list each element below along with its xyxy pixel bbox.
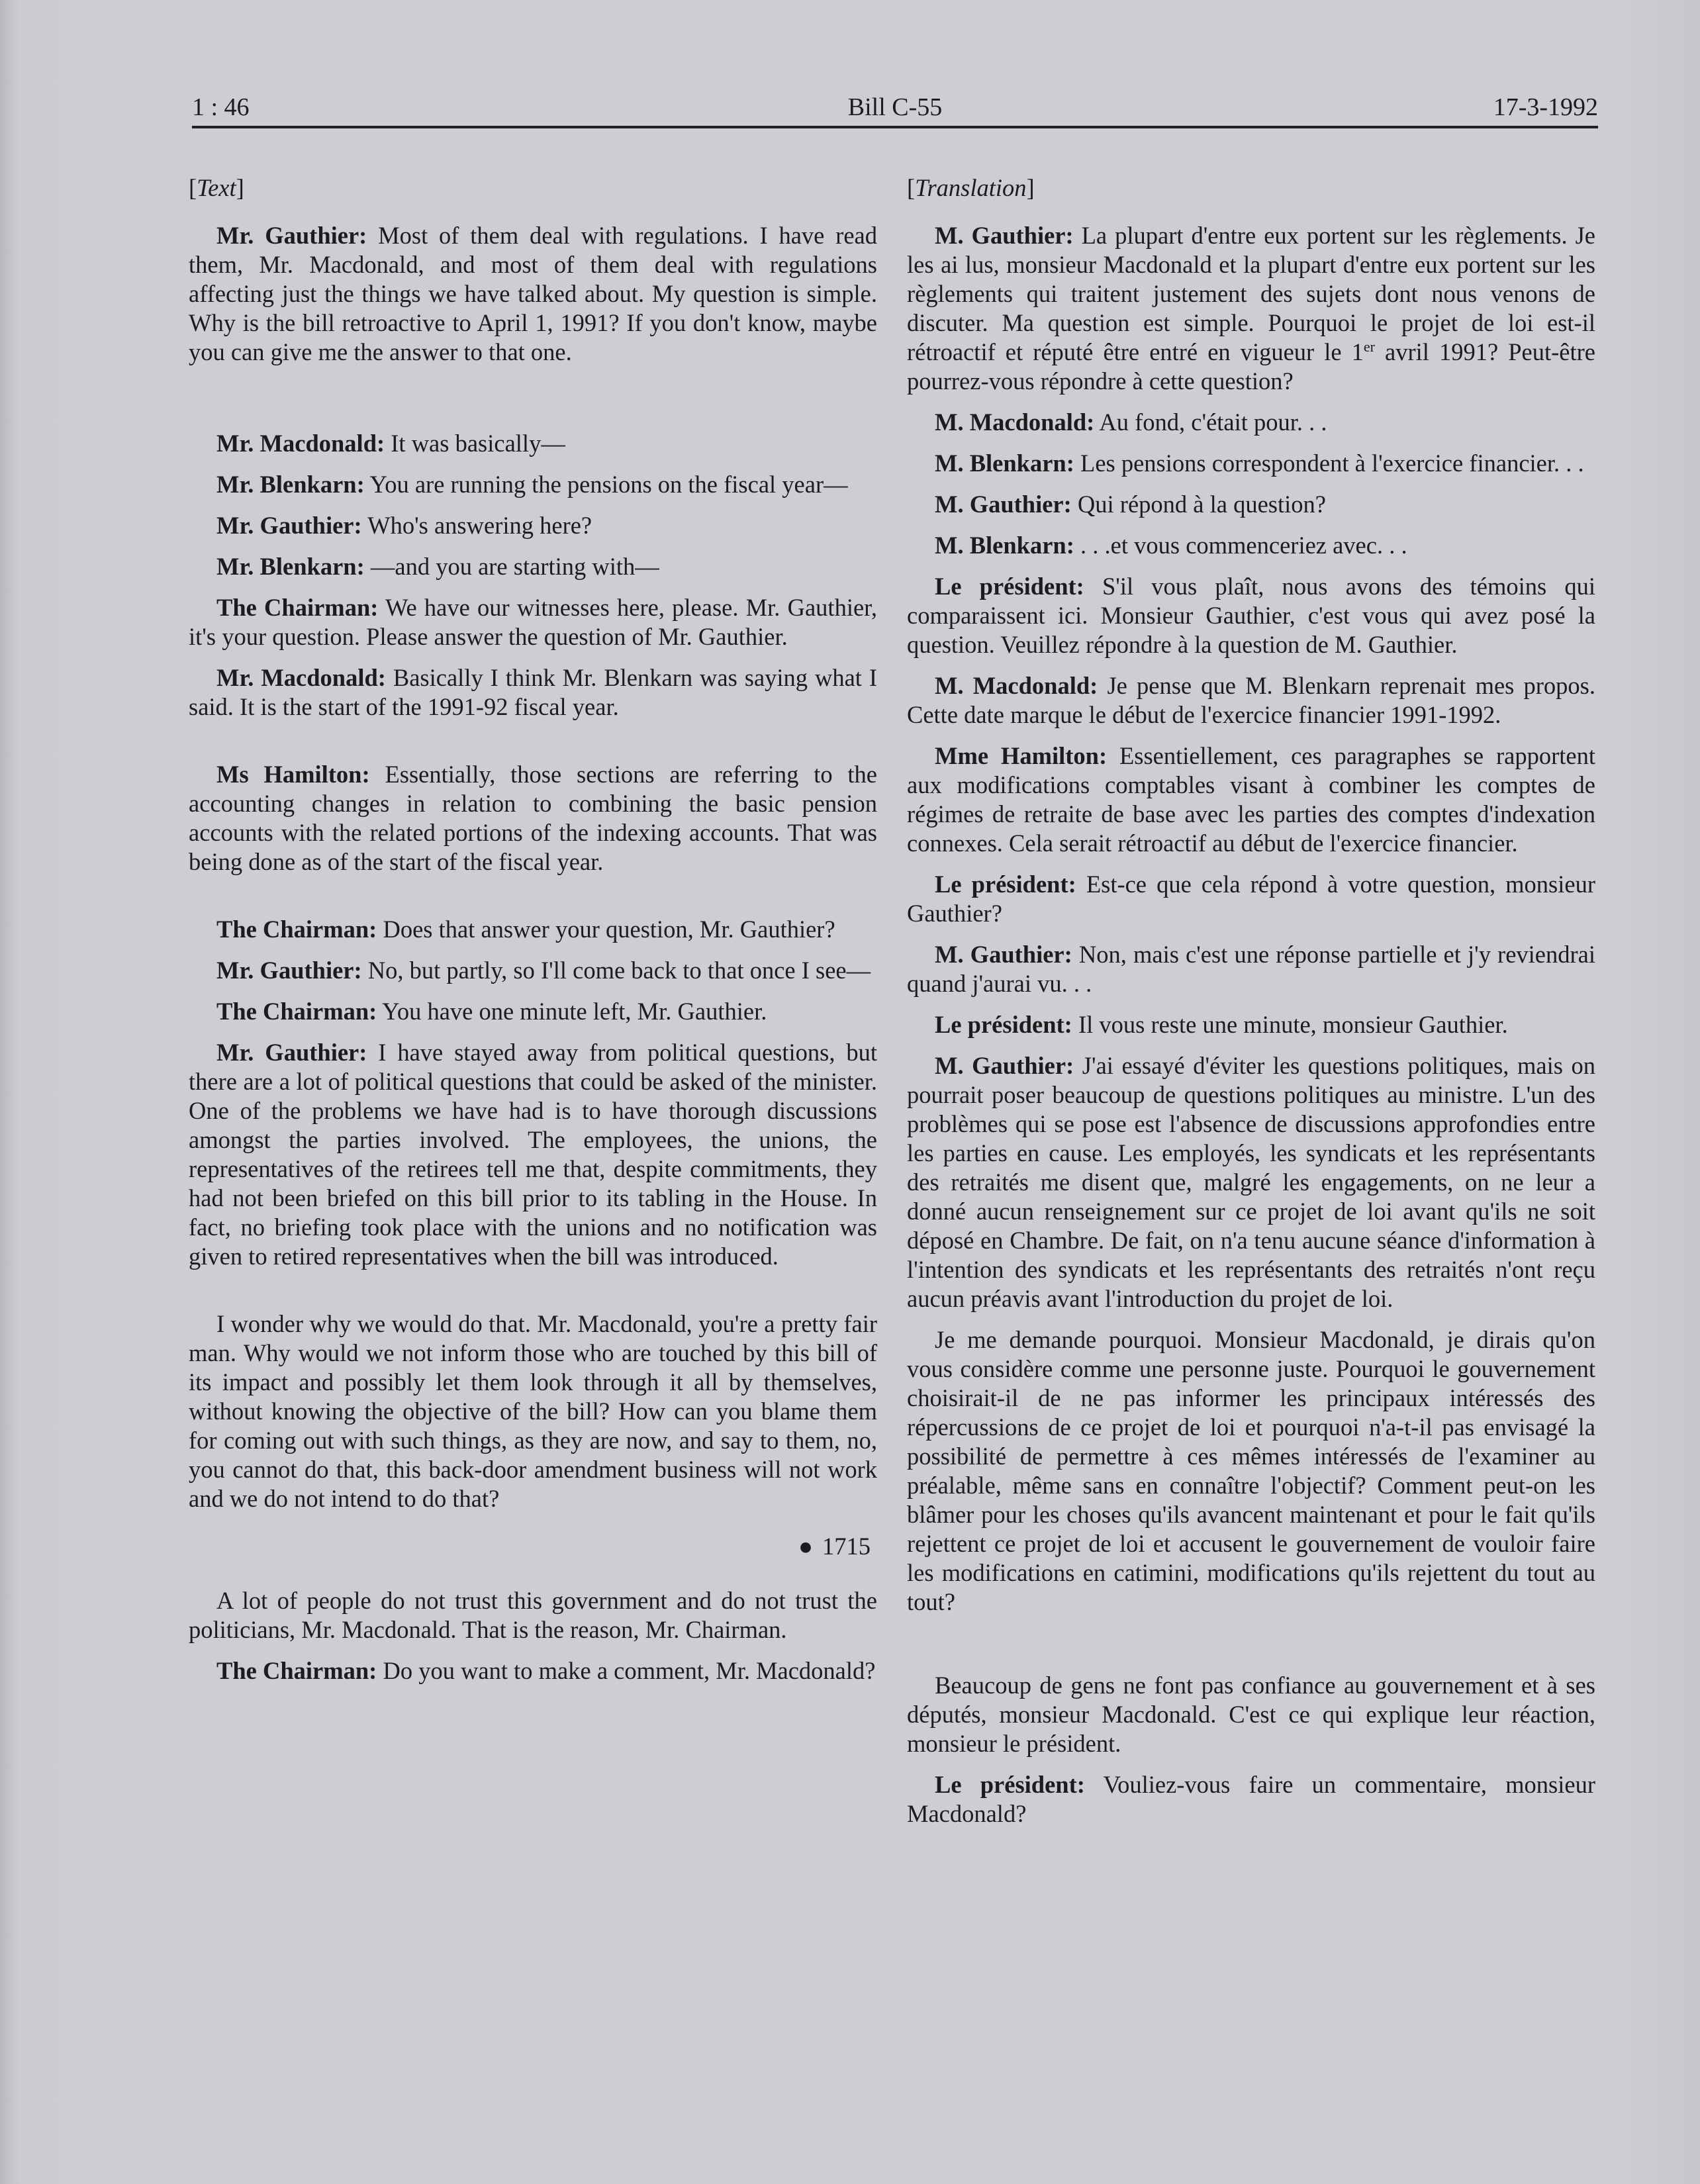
superscript: er [1363, 338, 1375, 355]
date: 17-3-1992 [1493, 93, 1598, 121]
speech-text: Most of them deal with regulations. I have read them, Mr. Macdonald, and most of them deal with regulations affecting just the things we have talked about. My question is simple. Why is the bill retroactive to April 1, 1991? If you don't know, maybe you can give me the answer to that one. [189, 222, 877, 365]
paragraph [907, 671, 1595, 730]
speech-text: Does that answer your question, Mr. Gauthier? [377, 916, 835, 943]
paragraph [189, 915, 877, 944]
paragraph [189, 429, 877, 458]
speaker-name: M. Gauthier: [935, 941, 1072, 968]
paragraph [189, 1656, 877, 1685]
paragraph [189, 1038, 877, 1271]
paragraph [189, 221, 877, 367]
speaker-name: M. Macdonald: [935, 672, 1098, 699]
speech-text: avril 1991? Peut-être pourrez-vous répondre à cette question? [907, 338, 1595, 395]
speaker-name: Ms Hamilton: [216, 761, 370, 788]
bill-number: Bill C-55 [847, 93, 943, 121]
bullet-icon: ● [798, 1533, 813, 1560]
speech-text: J'ai essayé d'éviter les questions politiques, mais on pourrait poser beaucoup de questions politiques au ministre. L'un des problèmes qui se pose est l'absence de discussions approfondies entre les parties en cause. Les employés, les syndicats et les représentants des retraités me disent que, malgré les engagements, on ne leur a donné aucun renseignement sur ce projet de loi avant qu'ils ne soit déposé en Chambre. De fait, on n'a tenu aucune séance d'information à l'intention des syndicats et les représentants des retraités n'ont reçu aucun préavis avant l'introduction du projet de loi. [907, 1052, 1595, 1312]
page-header [192, 93, 1598, 128]
speech-text: Who's answering here? [361, 512, 592, 539]
speaker-name: M. Gauthier: [935, 1052, 1074, 1079]
paragraph [189, 760, 877, 877]
section-label-translation: [Translation] [907, 174, 1035, 201]
section-label-text: [Text] [189, 174, 244, 201]
speaker-name: M. Gauthier: [935, 491, 1072, 518]
speaker-name: Mr. Macdonald: [216, 430, 385, 457]
paragraph [907, 870, 1595, 928]
paragraph [907, 1010, 1595, 1039]
speech-text: You have one minute left, Mr. Gauthier. [377, 998, 767, 1025]
french-column [907, 173, 1595, 1840]
speech-text: Non, mais c'est une réponse partielle et j'y reviendrai quand j'aurai vu. . . [907, 941, 1595, 997]
speech-text: S'il vous plaît, nous avons des témoins qui comparaissent ici. Monsieur Gauthier, c'est vous qui avez posé la question. Veuillez répondre à la question de M. Gauthier. [907, 573, 1596, 658]
speaker-name: Le président: [935, 1011, 1072, 1038]
speaker-name: Mr. Gauthier: [216, 957, 362, 984]
speech-text: —and you are starting with— [364, 553, 659, 580]
speech-text: . . .et vous commenceriez avec. . . [1074, 532, 1407, 559]
speaker-name: Le président: [935, 1771, 1085, 1798]
paragraph [189, 470, 877, 499]
speech-text: Il vous reste une minute, monsieur Gauthier. [1072, 1011, 1508, 1038]
speech-text: La plupart d'entre eux portent sur les règlements. Je les ai lus, monsieur Macdonald et la plupart d'entre eux portent sur les règlements qui traitent justement des sujets dont nous venons de discuter. Ma question est simple. Pourquoi le projet de loi est-il rétroactif et réputé être entré en vigueur le 1 [907, 222, 1596, 365]
speech-text: No, but partly, so I'll come back to that once I see— [361, 957, 871, 984]
english-column [189, 173, 877, 1697]
paragraph [907, 1770, 1595, 1828]
speech-text: A lot of people do not trust this government and do not trust the politicians, Mr. Macdonald. That is the reason, Mr. Chairman. [189, 1587, 877, 1643]
speaker-name: Mr. Gauthier: [216, 1039, 367, 1066]
paragraph [907, 490, 1595, 519]
paragraph [189, 511, 877, 540]
speech-text: Est-ce que cela répond à votre question, monsieur Gauthier? [907, 871, 1596, 927]
speech-text: Vouliez-vous faire un commentaire, monsieur Macdonald? [907, 1771, 1596, 1827]
paragraph [907, 1671, 1595, 1758]
speaker-name: Mr. Gauthier: [216, 512, 362, 539]
paragraph [907, 221, 1595, 396]
speaker-name: M. Blenkarn: [935, 532, 1074, 559]
speaker-name: Mr. Gauthier: [216, 222, 367, 249]
speech-text: Au fond, c'était pour. . . [1094, 408, 1327, 436]
speaker-name: Le président: [935, 573, 1084, 600]
paragraph [907, 741, 1595, 858]
speech-text: Do you want to make a comment, Mr. Macdonald? [377, 1657, 876, 1684]
speech-text: Qui répond à la question? [1071, 491, 1326, 518]
speaker-name: Mme Hamilton: [935, 742, 1108, 769]
speaker-name: Mr. Blenkarn: [216, 553, 365, 580]
paragraph [907, 1325, 1595, 1617]
paragraph [907, 940, 1595, 998]
speech-text: Je me demande pourquoi. Monsieur Macdonald, je dirais qu'on vous considère comme une personne juste. Pourquoi le gouvernement choisirait-il de ne pas informer les principaux intéressés des répercussions de ce projet de loi et pourquoi n'a-t-il pas envisagé la possibilité de permettre à ces mêmes intéressés de l'examiner au préalable, même sans en connaître l'objectif? Comment peut-on les blâmer pour les choses qu'ils avancent maintenant et pour le fait qu'ils rejettent ce projet de loi et accusent le gouvernement de vouloir faire les modifications en catimini, modifications qu'ils rejettent du tout au tout? [907, 1326, 1595, 1615]
timestamp: ● 1715 [798, 1533, 871, 1560]
speech-text: I have stayed away from political questions, but there are a lot of political questions that could be asked of the minister. One of the problems we have had is to have thorough discussions amongst the parties involved. The employees, the unions, the representatives of the retirees tell me that, despite commitments, they had not been briefed on this bill prior to its tabling in the House. In fact, no briefing took place with the unions and no notification was given to retired representatives when the bill was introduced. [189, 1039, 877, 1270]
speech-text: I wonder why we would do that. Mr. Macdonald, you're a pretty fair man. Why would we not inform those who are touched by this bill of its impact and possibly let them look through it all by themselves, without knowing the objective of the bill? How can you blame them for coming out with such things, as they are now, and say to them, no, you cannot do that, this back-door amendment business will not work and we do not intend to do that? [189, 1310, 877, 1512]
page-reference: 1 : 46 [192, 93, 250, 121]
paragraph [189, 552, 877, 581]
speech-text: We have our witnesses here, please. Mr. Gauthier, it's your question. Please answer the question of Mr. Gauthier. [189, 594, 877, 650]
speaker-name: The Chairman: [216, 998, 377, 1025]
speech-text: Basically I think Mr. Blenkarn was saying what I said. It is the start of the 1991-92 fiscal year. [189, 664, 877, 720]
speech-text: Les pensions correspondent à l'exercice financier. . . [1074, 450, 1584, 477]
paragraph [189, 956, 877, 985]
paragraph [907, 572, 1595, 659]
paragraph [907, 1051, 1595, 1313]
speaker-name: M. Gauthier: [935, 222, 1074, 249]
speech-text: Essentially, those sections are referring to the accounting changes in relation to combining the basic pension accounts with the related portions of the indexing accounts. That was being done as of the start of the fiscal year. [189, 761, 877, 875]
paragraph [189, 1309, 877, 1513]
speech-text: You are running the pensions on the fiscal year— [364, 471, 848, 498]
paragraph [907, 531, 1595, 560]
speech-text: Beaucoup de gens ne font pas confiance au gouvernement et à ses députés, monsieur Macdonald. C'est ce qui explique leur réaction, monsieur le président. [907, 1672, 1595, 1757]
speaker-name: Mr. Blenkarn: [216, 471, 365, 498]
paragraph [189, 593, 877, 651]
speaker-name: The Chairman: [216, 1657, 377, 1684]
speaker-name: Mr. Macdonald: [216, 664, 386, 691]
paragraph [189, 663, 877, 722]
speaker-name: The Chairman: [216, 916, 377, 943]
speaker-name: M. Macdonald: [935, 408, 1095, 436]
speech-text: It was basically— [385, 430, 565, 457]
paragraph [189, 1586, 877, 1644]
speaker-name: M. Blenkarn: [935, 450, 1074, 477]
speech-text: Je pense que M. Blenkarn reprenait mes propos. Cette date marque le début de l'exercice financier 1991-1992. [907, 672, 1595, 728]
speaker-name: The Chairman: [216, 594, 379, 621]
paragraph [907, 408, 1595, 437]
speaker-name: Le président: [935, 871, 1076, 898]
speech-text: Essentiellement, ces paragraphes se rapportent aux modifications comptables visant à combiner les comptes de régimes de retraite de base avec les parties des comptes d'indexation connexes. Cela serait rétroactif au début de l'exercice financier. [907, 742, 1595, 857]
paragraph [907, 449, 1595, 478]
paragraph [189, 997, 877, 1026]
